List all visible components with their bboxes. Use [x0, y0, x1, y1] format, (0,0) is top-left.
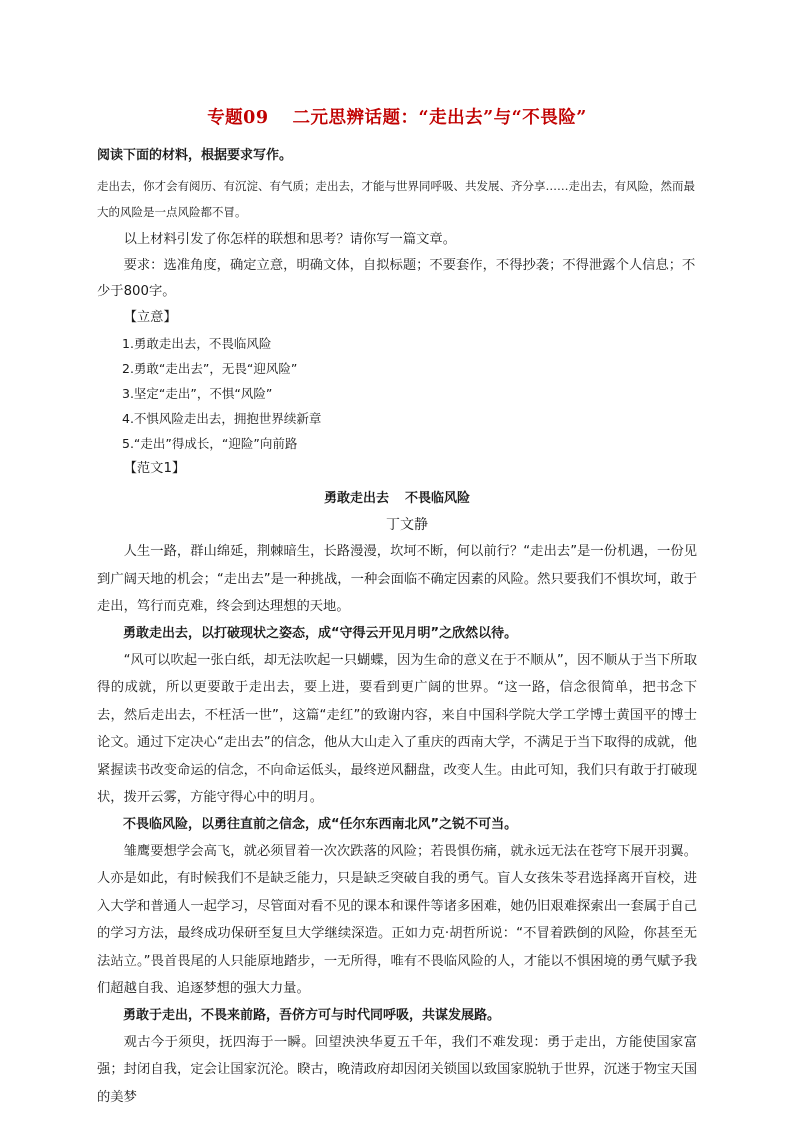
liyi-list — [97, 331, 697, 456]
liyi-item: 2.勇敢“走出去”，无畏“迎风险” — [122, 361, 298, 376]
sub-thesis-1: 勇敢走出去，以打破现状之姿态，成“守得云开见月明”之欣然以待。 — [123, 625, 518, 641]
sample-essay-header: 【范文1】 — [123, 461, 186, 476]
liyi-item: 4.不惧风险走出去，拥抱世界续新章 — [122, 411, 322, 426]
title-topic-name: 二元思辨话题：“走出去”与“不畏险” — [292, 108, 587, 128]
essay-title — [97, 486, 697, 512]
title-topic-number: 专题09 — [207, 108, 269, 128]
sub-thesis-2: 不畏临风险，以勇往直前之信念，成“任尔东西南北风”之锐不可当。 — [123, 816, 518, 832]
essay-title-part1: 勇敢走出去 — [323, 491, 389, 506]
essay-title-part2: 不畏临风险 — [405, 491, 471, 506]
writing-prompt: 以上材料引发了你怎样的联想和思考？请你写一篇文章。 — [123, 232, 457, 247]
liyi-item: 3.坚定“走出”，不惧“风险” — [122, 386, 273, 401]
essay-paragraph-2: “风可以吹起一张白纸，却无法吹起一只蝴蝶，因为生命的意义在于不顺从”，因不顺从于当下所取得的成就，所以更要敢于走出去，要上进，要看到更广阔的世界。“这一路，信念很简单，把书念下去，然后走出去，不枉活一世”，这篇“走红”的致谢内容，来自中国科学院大学工学博士黄国平的博士论文。通过下定决心“走出去”的信念，他从大山走入了重庆的西南大学，不满足于当下取得的成就，他紧握读书改变命运的信念，不向命运低头，最终逆风翻盘，改变人生。由此可知，我们只有敢于打破现状，拨开云雾，方能守得心中的明月。 — [97, 652, 697, 805]
document-content — [97, 104, 697, 1111]
writing-requirement: 要求：选准角度，确定立意，明确文体，自拟标题；不要套作，不得抄袭；不得泄露个人信息；不少于800字。 — [97, 258, 696, 299]
essay-paragraph-1: 人生一路，群山绵延，荆棘暗生，长路漫漫，坎坷不断，何以前行？“走出去”是一份机遇，一份见到广阔天地的机会；“走出去”是一种挑战，一种会面临不确定因素的风险。然只要我们不惧坎坷，敢于走出，笃行而克难，终会到达理想的天地。 — [97, 544, 697, 614]
essay-paragraph-3: 雏鹰要想学会高飞，就必须冒着一次次跌落的风险；若畏惧伤痛，就永远无法在苍穹下展开羽翼。人亦是如此，有时候我们不是缺乏能力，只是缺乏突破自我的勇气。盲人女孩朱苓君选择离开盲校，进入大学和普通人一起学习，尽管面对看不见的课本和课件等诸多困难，她仍旧艰难探索出一套属于自己的学习方法，最终成功保研至复旦大学继续深造。正如力克·胡哲所说：“不冒着跌倒的风险，你甚至无法站立。”畏首畏尾的人只能原地踏步，一无所得，唯有不畏临风险的人，才能以不惧困境的勇气赋予我们超越自我、追逐梦想的强大力量。 — [97, 843, 697, 996]
page-title — [97, 104, 697, 129]
essay-paragraph-4: 观古今于须臾，抚四海于一瞬。回望泱泱华夏五千年，我们不难发现：勇于走出，方能使国家富强；封闭自我，定会让国家沉沦。睽古，晚清政府却因闭关锁国以致国家脱轨于世界，沉迷于物宝天国的美梦 — [97, 1034, 697, 1105]
sub-thesis-3: 勇敢于走出，不畏来前路，吾侪方可与时代同呼吸，共谋发展路。 — [123, 1007, 501, 1023]
liyi-item: 1.勇敢走出去，不畏临风险 — [122, 336, 272, 351]
essay-author: 丁文静 — [386, 517, 428, 533]
liyi-item: 5.“走出”得成长，“迎险”向前路 — [122, 436, 298, 451]
material-text: 走出去，你才会有阅历、有沉淀、有气质；走出去，才能与世界同呼吸、共发展、齐分享……走出去，有风险，然而最大的风险是一点风险都不冒。 — [97, 179, 695, 219]
liyi-section-header: 【立意】 — [123, 310, 177, 325]
instruction-heading: 阅读下面的材料，根据要求写作。 — [97, 148, 293, 163]
